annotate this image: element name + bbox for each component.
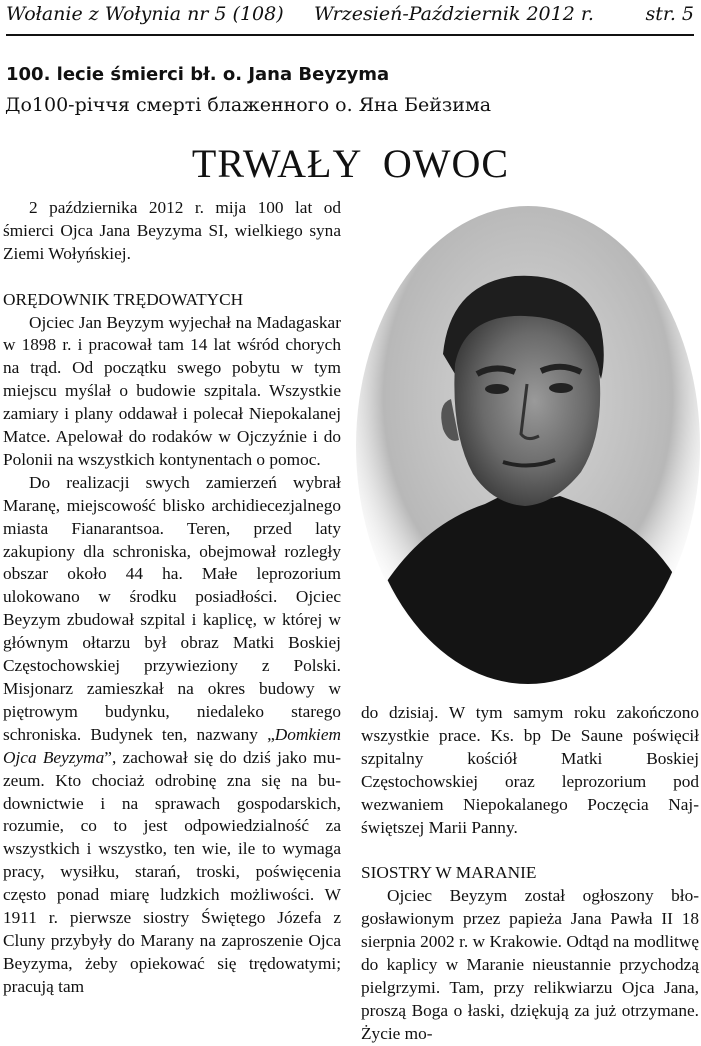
- paragraph-marana-text-a: Do realizacji swych zamierzeń wybrał Maranę, miejscowość blisko archidiecezjalnego miasta Fianarantsoa. Teren, przed laty zakupiony dla schroniska, obejmował rozległy obszar około 44 ha. Małe leprozorium ulokowano w środku posiadłości. Ojciec Beyzym zbudował szpital i kaplicę, w której w głównym ołtarzu był obraz Matki Boskiej Częstochowskiej przywieziony z Polski. Misjonarz zamieszkał na okres budowy w piętrowym budynku, niedaleko starego schroniska. Budynek ten, nazwany „: [3, 472, 341, 744]
- intro-paragraph: 2 października 2012 r. mija 100 lat od śmierci Ojca Jana Beyzyma SI, wielkiego syna Ziemi Wołyńskiej.: [3, 198, 341, 263]
- section-heading-sisters: SIOSTRY W MARANIE: [361, 863, 537, 883]
- header-issue-date: Wrzesień-Październik 2012 r.: [314, 3, 594, 25]
- portrait-photo: [355, 204, 701, 688]
- left-column: [3, 197, 341, 999]
- header-page-number: str. 5: [645, 3, 694, 25]
- paragraph-madagascar: Ojciec Jan Beyzym wyjechał na Madagaskar w 1898 r. i pracował tam 14 lat wśród chorych na trąd. Od początku swego pobytu w tym miejscu myślał o budowie szpitala. Wszystkie zamiary i plany oddawał i polecał Niepokalanej Matce. Apelował do rodaków w Ojczyźnie i do Polonii na wszystkich kontynentach o pomoc.: [3, 312, 341, 469]
- section-heading-lepers: ORĘDOWNIK TRĘDOWATYCH: [3, 289, 244, 309]
- paragraph-marana: [3, 472, 341, 999]
- portrait-left-eye: [485, 384, 509, 394]
- paragraph-beatification: Ojciec Beyzym został ogłoszony błogosławionym przez papieża Jana Pawła II 18 sierpnia 2002 r. w Krakowie. Odtąd na modlitwę do kaplicy w Maranie nieustannie przychodzą pielgrzymi. Tam, przy relikwiarzu Ojca Jana, proszą Boga o łaski, dziękują za już otrzymane. Życie mo-: [361, 886, 699, 1043]
- article-title: TRWAŁY OWOC: [191, 141, 510, 186]
- paragraph-continuation: do dzisiaj. W tym samym roku zakończono wszystkie prace. Ks. bp De Saune poświęcił szpitalny kościół Matki Boskiej Częstochowskiej oraz leprozorium pod wezwaniem Niepokalanego Poczęcia Najświętszej Marii Panny.: [361, 703, 699, 837]
- subtitle-polish: 100. lecie śmierci bł. o. Jana Beyzyma: [6, 64, 390, 85]
- running-header: [6, 0, 694, 36]
- paragraph-gap: [361, 839, 699, 862]
- paragraph-gap: [3, 266, 341, 289]
- portrait-right-eye: [549, 383, 573, 393]
- subtitle-ukrainian: До100-річчя смерті блаженного о. Яна Бейзима: [5, 94, 492, 116]
- header-publication: Wołanie z Wołynia nr 5 (108): [6, 3, 284, 25]
- house-name-italic: Domkiem Ojca Beyzyma: [3, 724, 341, 767]
- paragraph-marana-text-b: ”, zachował się do dziś jako muzeum. Kto chociaż odrobinę zna się na budownictwie i na sprawach gospodarskich, rozumie, co to jest odpowiedzialność za wszystkich i wszystko, ten wie, ile to wymaga pracy, wysiłku, starań, troski, poświęcenia często ponad miarę ludzkich możliwości. W 1911 r. pierwsze siostry Świętego Józefa z Cluny przybyły do Marany na zaproszenie Ojca Beyzyma, żeby opiekować się trędowatymi; pracują tam: [3, 747, 342, 996]
- right-column: [361, 702, 699, 1046]
